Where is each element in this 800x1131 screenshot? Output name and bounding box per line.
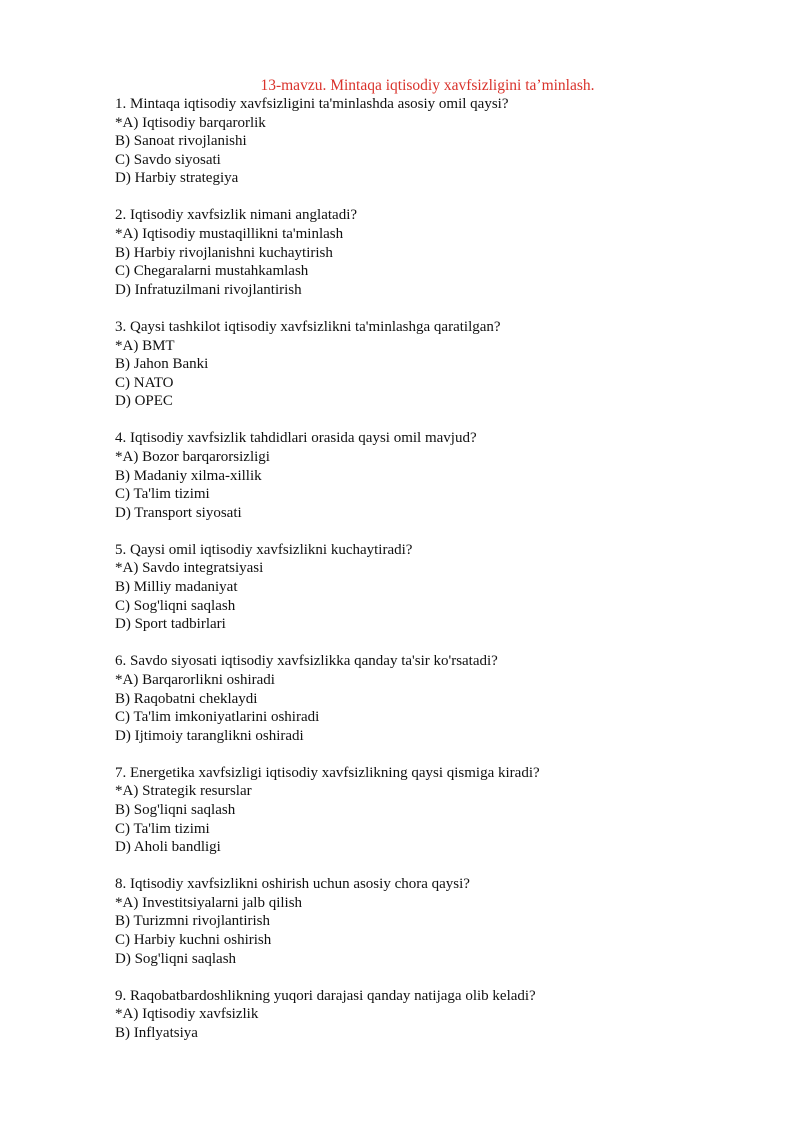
answer-option: C) Ta'lim tizimi bbox=[115, 820, 210, 837]
question-text: 7. Energetika xavfsizligi iqtisodiy xavfsizlikning qaysi qismiga kiradi? bbox=[115, 764, 540, 781]
answer-option: C) Ta'lim tizimi bbox=[115, 486, 210, 503]
answer-option: B) Sanoat rivojlanishi bbox=[115, 133, 247, 150]
answer-option: B) Raqobatni cheklaydi bbox=[115, 690, 258, 707]
question-text: 8. Iqtisodiy xavfsizlikni oshirish uchun asosiy chora qaysi? bbox=[115, 876, 470, 893]
document-page bbox=[115, 76, 735, 1043]
answer-option: C) Harbiy kuchni oshirish bbox=[115, 932, 272, 949]
answer-option: D) Harbiy strategiya bbox=[115, 170, 239, 187]
answer-option: C) Chegaralarni mustahkamlash bbox=[115, 263, 309, 280]
answer-option: *A) Iqtisodiy barqarorlik bbox=[115, 114, 266, 131]
question-7 bbox=[115, 764, 735, 857]
answer-option: C) Savdo siyosati bbox=[115, 151, 221, 168]
answer-option: *A) Barqarorlikni oshiradi bbox=[115, 671, 275, 688]
question-9 bbox=[115, 987, 735, 1043]
question-8 bbox=[115, 875, 735, 968]
question-5 bbox=[115, 541, 735, 634]
question-text: 1. Mintaqa iqtisodiy xavfsizligini ta'minlashda asosiy omil qaysi? bbox=[115, 96, 509, 112]
question-text: 9. Raqobatbardoshlikning yuqori darajasi qanday natijaga olib keladi? bbox=[115, 987, 536, 1004]
answer-option: *A) Iqtisodiy mustaqillikni ta'minlash bbox=[115, 226, 344, 243]
answer-option: *A) Iqtisodiy xavfsizlik bbox=[115, 1006, 259, 1023]
answer-option: B) Milliy madaniyat bbox=[115, 579, 238, 596]
answer-option: D) Ijtimoiy taranglikni oshiradi bbox=[115, 727, 304, 744]
document-title: 13-mavzu. Mintaqa iqtisodiy xavfsizligini ta’minlash. bbox=[260, 77, 595, 94]
question-text: 4. Iqtisodiy xavfsizlik tahdidlari orasida qaysi omil mavjud? bbox=[115, 430, 477, 447]
answer-option: C) Sog'liqni saqlash bbox=[115, 597, 236, 614]
answer-option: B) Turizmni rivojlantirish bbox=[115, 913, 271, 930]
question-1 bbox=[115, 95, 735, 188]
question-text: 2. Iqtisodiy xavfsizlik nimani anglatadi? bbox=[115, 207, 358, 224]
answer-option: B) Sog'liqni saqlash bbox=[115, 802, 236, 818]
answer-option: B) Inflyatsiya bbox=[115, 1024, 198, 1041]
answer-option: B) Jahon Banki bbox=[115, 356, 209, 373]
question-text: 3. Qaysi tashkilot iqtisodiy xavfsizlikni ta'minlashga qaratilgan? bbox=[115, 318, 501, 335]
answer-option: C) Ta'lim imkoniyatlarini oshiradi bbox=[115, 709, 320, 726]
answer-option: B) Madaniy xilma-xillik bbox=[115, 467, 262, 484]
question-3 bbox=[115, 318, 735, 411]
answer-option: *A) Bozor barqarorsizligi bbox=[115, 449, 270, 465]
answer-option: D) Aholi bandligi bbox=[115, 839, 221, 856]
answer-option: D) Infratuzilmani rivojlantirish bbox=[115, 281, 302, 298]
answer-option: *A) Savdo integratsiyasi bbox=[115, 560, 264, 577]
question-text: 5. Qaysi omil iqtisodiy xavfsizlikni kuchaytiradi? bbox=[115, 541, 413, 558]
question-4 bbox=[115, 429, 735, 522]
answer-option: D) Transport siyosati bbox=[115, 504, 242, 521]
answer-option: B) Harbiy rivojlanishni kuchaytirish bbox=[115, 244, 333, 261]
answer-option: D) Sog'liqni saqlash bbox=[115, 950, 237, 967]
question-text: 6. Savdo siyosati iqtisodiy xavfsizlikka qanday ta'sir ko'rsatadi? bbox=[115, 653, 498, 670]
question-2 bbox=[115, 206, 735, 299]
answer-option: *A) Strategik resurslar bbox=[115, 783, 252, 800]
answer-option: D) Sport tadbirlari bbox=[115, 616, 226, 633]
answer-option: C) NATO bbox=[115, 374, 174, 391]
answer-option: *A) BMT bbox=[115, 337, 175, 354]
answer-option: D) OPEC bbox=[115, 393, 173, 410]
answer-option: *A) Investitsiyalarni jalb qilish bbox=[115, 894, 303, 911]
question-6 bbox=[115, 652, 735, 745]
